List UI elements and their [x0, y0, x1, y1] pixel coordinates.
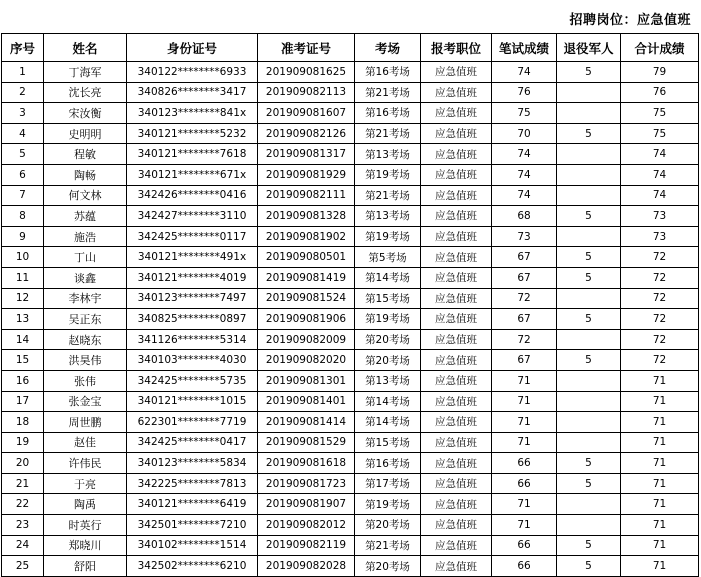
cell-id-number: 340121********491x: [127, 247, 258, 268]
cell-position: 应急值班: [421, 370, 492, 391]
cell-id-number: 340121********6419: [127, 494, 258, 515]
cell-total-score: 71: [621, 556, 699, 577]
table-body: [2, 62, 699, 577]
cell-ticket-number: 201909081902: [258, 226, 355, 247]
cell-venue: 第20考场: [355, 329, 421, 350]
cell-veteran: 5: [557, 473, 621, 494]
cell-written-score: 74: [492, 62, 557, 83]
cell-id-number: 340122********6933: [127, 62, 258, 83]
cell-id-number: 340121********4019: [127, 267, 258, 288]
cell-ticket-number: 201909082020: [258, 350, 355, 371]
cell-id-number: 342425********0417: [127, 432, 258, 453]
cell-veteran: 5: [557, 309, 621, 330]
cell-ticket-number: 201909081607: [258, 103, 355, 124]
cell-id-number: 340103********4030: [127, 350, 258, 371]
table-row: [2, 329, 699, 350]
cell-written-score: 72: [492, 329, 557, 350]
cell-ticket-number: 201909082119: [258, 535, 355, 556]
cell-veteran: [557, 329, 621, 350]
cell-position: 应急值班: [421, 473, 492, 494]
cell-venue: 第21考场: [355, 82, 421, 103]
cell-total-score: 73: [621, 226, 699, 247]
cell-veteran: 5: [557, 535, 621, 556]
cell-name: 谈鑫: [44, 267, 127, 288]
cell-written-score: 66: [492, 473, 557, 494]
cell-veteran: [557, 226, 621, 247]
table-row: [2, 62, 699, 83]
cell-written-score: 71: [492, 391, 557, 412]
cell-index: 25: [2, 556, 44, 577]
table-row: [2, 453, 699, 474]
cell-veteran: 5: [557, 62, 621, 83]
cell-id-number: 341126********5314: [127, 329, 258, 350]
cell-id-number: 340123********5834: [127, 453, 258, 474]
cell-venue: 第17考场: [355, 473, 421, 494]
cell-written-score: 71: [492, 494, 557, 515]
cell-veteran: [557, 164, 621, 185]
cell-ticket-number: 201909081929: [258, 164, 355, 185]
header-written-score: 笔试成绩: [492, 34, 557, 62]
cell-ticket-number: 201909081618: [258, 453, 355, 474]
cell-position: 应急值班: [421, 226, 492, 247]
cell-venue: 第14考场: [355, 391, 421, 412]
cell-written-score: 71: [492, 515, 557, 536]
cell-name: 张伟: [44, 370, 127, 391]
table-row: [2, 391, 699, 412]
cell-name: 程敏: [44, 144, 127, 165]
cell-index: 9: [2, 226, 44, 247]
cell-name: 何文林: [44, 185, 127, 206]
cell-total-score: 71: [621, 535, 699, 556]
cell-venue: 第19考场: [355, 226, 421, 247]
cell-venue: 第19考场: [355, 494, 421, 515]
table-row: [2, 164, 699, 185]
table-header: [2, 34, 699, 62]
cell-total-score: 72: [621, 288, 699, 309]
cell-name: 陶禹: [44, 494, 127, 515]
cell-position: 应急值班: [421, 515, 492, 536]
cell-index: 19: [2, 432, 44, 453]
cell-total-score: 71: [621, 494, 699, 515]
cell-index: 12: [2, 288, 44, 309]
header-veteran: 退役军人: [557, 34, 621, 62]
cell-ticket-number: 201909081401: [258, 391, 355, 412]
cell-id-number: 342425********0117: [127, 226, 258, 247]
table-row: [2, 267, 699, 288]
header-position: 报考职位: [421, 34, 492, 62]
cell-written-score: 74: [492, 185, 557, 206]
cell-id-number: 342501********7210: [127, 515, 258, 536]
cell-index: 7: [2, 185, 44, 206]
table-row: [2, 556, 699, 577]
cell-total-score: 72: [621, 329, 699, 350]
table-row: [2, 535, 699, 556]
cell-veteran: [557, 103, 621, 124]
cell-ticket-number: 201909081907: [258, 494, 355, 515]
cell-total-score: 74: [621, 144, 699, 165]
cell-total-score: 75: [621, 123, 699, 144]
cell-position: 应急值班: [421, 247, 492, 268]
table-row: [2, 309, 699, 330]
cell-position: 应急值班: [421, 309, 492, 330]
cell-position: 应急值班: [421, 164, 492, 185]
cell-total-score: 75: [621, 103, 699, 124]
cell-name: 赵佳: [44, 432, 127, 453]
cell-name: 舒阳: [44, 556, 127, 577]
cell-position: 应急值班: [421, 350, 492, 371]
cell-veteran: [557, 288, 621, 309]
cell-index: 6: [2, 164, 44, 185]
cell-position: 应急值班: [421, 185, 492, 206]
cell-id-number: 340826********3417: [127, 82, 258, 103]
cell-name: 郑晓川: [44, 535, 127, 556]
cell-veteran: [557, 82, 621, 103]
cell-index: 8: [2, 206, 44, 227]
cell-ticket-number: 201909081625: [258, 62, 355, 83]
cell-index: 10: [2, 247, 44, 268]
cell-total-score: 71: [621, 473, 699, 494]
cell-venue: 第13考场: [355, 144, 421, 165]
cell-total-score: 71: [621, 453, 699, 474]
cell-veteran: [557, 412, 621, 433]
cell-ticket-number: 201909081723: [258, 473, 355, 494]
cell-index: 16: [2, 370, 44, 391]
position-title: 招聘岗位：应急值班: [569, 13, 691, 28]
table-row: [2, 103, 699, 124]
cell-veteran: 5: [557, 247, 621, 268]
cell-id-number: 340123********841x: [127, 103, 258, 124]
table-row: [2, 473, 699, 494]
cell-venue: 第21考场: [355, 123, 421, 144]
cell-ticket-number: 201909081328: [258, 206, 355, 227]
cell-ticket-number: 201909082012: [258, 515, 355, 536]
cell-veteran: [557, 515, 621, 536]
header-row: [2, 34, 699, 62]
cell-total-score: 71: [621, 515, 699, 536]
cell-written-score: 74: [492, 164, 557, 185]
cell-ticket-number: 201909081906: [258, 309, 355, 330]
cell-venue: 第20考场: [355, 350, 421, 371]
cell-name: 沈长亮: [44, 82, 127, 103]
table-row: [2, 515, 699, 536]
cell-written-score: 71: [492, 412, 557, 433]
cell-position: 应急值班: [421, 391, 492, 412]
cell-index: 14: [2, 329, 44, 350]
cell-total-score: 76: [621, 82, 699, 103]
cell-index: 13: [2, 309, 44, 330]
cell-total-score: 79: [621, 62, 699, 83]
cell-veteran: [557, 185, 621, 206]
cell-venue: 第16考场: [355, 103, 421, 124]
cell-written-score: 67: [492, 350, 557, 371]
cell-id-number: 340825********0897: [127, 309, 258, 330]
cell-name: 施浩: [44, 226, 127, 247]
cell-ticket-number: 201909082028: [258, 556, 355, 577]
cell-position: 应急值班: [421, 82, 492, 103]
cell-written-score: 71: [492, 370, 557, 391]
cell-index: 4: [2, 123, 44, 144]
cell-name: 苏蕴: [44, 206, 127, 227]
cell-veteran: [557, 391, 621, 412]
cell-ticket-number: 201909081317: [258, 144, 355, 165]
cell-written-score: 67: [492, 309, 557, 330]
cell-name: 陶畅: [44, 164, 127, 185]
cell-venue: 第20考场: [355, 515, 421, 536]
cell-veteran: 5: [557, 453, 621, 474]
table-row: [2, 185, 699, 206]
cell-name: 许伟民: [44, 453, 127, 474]
cell-index: 20: [2, 453, 44, 474]
cell-name: 周世鹏: [44, 412, 127, 433]
table-row: [2, 206, 699, 227]
cell-veteran: 5: [557, 350, 621, 371]
cell-total-score: 72: [621, 350, 699, 371]
cell-ticket-number: 201909081529: [258, 432, 355, 453]
cell-name: 赵晓东: [44, 329, 127, 350]
cell-index: 5: [2, 144, 44, 165]
cell-id-number: 340123********7497: [127, 288, 258, 309]
cell-position: 应急值班: [421, 62, 492, 83]
cell-venue: 第16考场: [355, 62, 421, 83]
cell-ticket-number: 201909082111: [258, 185, 355, 206]
cell-veteran: 5: [557, 206, 621, 227]
cell-position: 应急值班: [421, 329, 492, 350]
cell-total-score: 72: [621, 267, 699, 288]
cell-venue: 第15考场: [355, 288, 421, 309]
header-index: 序号: [2, 34, 44, 62]
cell-position: 应急值班: [421, 123, 492, 144]
cell-venue: 第13考场: [355, 206, 421, 227]
cell-total-score: 71: [621, 432, 699, 453]
header-venue: 考场: [355, 34, 421, 62]
cell-written-score: 67: [492, 247, 557, 268]
cell-id-number: 342426********0416: [127, 185, 258, 206]
cell-total-score: 73: [621, 206, 699, 227]
cell-veteran: [557, 370, 621, 391]
table-row: [2, 494, 699, 515]
cell-venue: 第20考场: [355, 556, 421, 577]
cell-written-score: 72: [492, 288, 557, 309]
cell-name: 丁山: [44, 247, 127, 268]
cell-position: 应急值班: [421, 412, 492, 433]
table-row: [2, 288, 699, 309]
cell-name: 洪昊伟: [44, 350, 127, 371]
cell-name: 宋汝衡: [44, 103, 127, 124]
cell-name: 李林宇: [44, 288, 127, 309]
cell-written-score: 76: [492, 82, 557, 103]
cell-written-score: 66: [492, 535, 557, 556]
cell-index: 11: [2, 267, 44, 288]
cell-id-number: 342225********7813: [127, 473, 258, 494]
cell-ticket-number: 201909081419: [258, 267, 355, 288]
cell-ticket-number: 201909081414: [258, 412, 355, 433]
cell-venue: 第21考场: [355, 535, 421, 556]
cell-position: 应急值班: [421, 453, 492, 474]
header-total-score: 合计成绩: [621, 34, 699, 62]
cell-ticket-number: 201909081301: [258, 370, 355, 391]
cell-position: 应急值班: [421, 103, 492, 124]
cell-veteran: 5: [557, 267, 621, 288]
cell-venue: 第19考场: [355, 164, 421, 185]
cell-venue: 第21考场: [355, 185, 421, 206]
cell-written-score: 66: [492, 556, 557, 577]
cell-venue: 第13考场: [355, 370, 421, 391]
cell-index: 17: [2, 391, 44, 412]
cell-index: 21: [2, 473, 44, 494]
cell-id-number: 342425********5735: [127, 370, 258, 391]
cell-veteran: 5: [557, 123, 621, 144]
cell-index: 23: [2, 515, 44, 536]
table-row: [2, 370, 699, 391]
cell-index: 2: [2, 82, 44, 103]
cell-id-number: 342427********3110: [127, 206, 258, 227]
score-table: [1, 33, 699, 577]
cell-written-score: 74: [492, 144, 557, 165]
cell-id-number: 340121********5232: [127, 123, 258, 144]
cell-ticket-number: 201909080501: [258, 247, 355, 268]
cell-venue: 第16考场: [355, 453, 421, 474]
cell-total-score: 71: [621, 370, 699, 391]
cell-venue: 第5考场: [355, 247, 421, 268]
cell-veteran: [557, 144, 621, 165]
cell-veteran: 5: [557, 556, 621, 577]
table-row: [2, 412, 699, 433]
cell-position: 应急值班: [421, 535, 492, 556]
cell-index: 3: [2, 103, 44, 124]
cell-venue: 第14考场: [355, 267, 421, 288]
cell-written-score: 70: [492, 123, 557, 144]
table-row: [2, 432, 699, 453]
header-name: 姓名: [44, 34, 127, 62]
cell-total-score: 71: [621, 412, 699, 433]
cell-name: 史明明: [44, 123, 127, 144]
cell-position: 应急值班: [421, 206, 492, 227]
table-row: [2, 123, 699, 144]
table-row: [2, 350, 699, 371]
cell-total-score: 72: [621, 247, 699, 268]
cell-total-score: 74: [621, 185, 699, 206]
cell-id-number: 340121********671x: [127, 164, 258, 185]
cell-total-score: 71: [621, 391, 699, 412]
cell-index: 15: [2, 350, 44, 371]
cell-position: 应急值班: [421, 267, 492, 288]
cell-total-score: 72: [621, 309, 699, 330]
cell-id-number: 342502********6210: [127, 556, 258, 577]
cell-total-score: 74: [621, 164, 699, 185]
cell-id-number: 622301********7719: [127, 412, 258, 433]
cell-index: 22: [2, 494, 44, 515]
header-ticket-number: 准考证号: [258, 34, 355, 62]
cell-name: 吴正东: [44, 309, 127, 330]
table-row: [2, 226, 699, 247]
header-id-number: 身份证号: [127, 34, 258, 62]
cell-written-score: 68: [492, 206, 557, 227]
cell-name: 于亮: [44, 473, 127, 494]
cell-position: 应急值班: [421, 494, 492, 515]
cell-written-score: 73: [492, 226, 557, 247]
table-row: [2, 144, 699, 165]
cell-written-score: 66: [492, 453, 557, 474]
cell-ticket-number: 201909082126: [258, 123, 355, 144]
cell-id-number: 340121********1015: [127, 391, 258, 412]
cell-venue: 第19考场: [355, 309, 421, 330]
cell-position: 应急值班: [421, 288, 492, 309]
cell-position: 应急值班: [421, 144, 492, 165]
cell-position: 应急值班: [421, 556, 492, 577]
cell-written-score: 75: [492, 103, 557, 124]
cell-venue: 第14考场: [355, 412, 421, 433]
cell-ticket-number: 201909082113: [258, 82, 355, 103]
table-row: [2, 247, 699, 268]
cell-name: 时英行: [44, 515, 127, 536]
cell-ticket-number: 201909082009: [258, 329, 355, 350]
cell-index: 1: [2, 62, 44, 83]
cell-veteran: [557, 432, 621, 453]
cell-position: 应急值班: [421, 432, 492, 453]
cell-name: 张金宝: [44, 391, 127, 412]
cell-written-score: 67: [492, 267, 557, 288]
table-row: [2, 82, 699, 103]
cell-index: 18: [2, 412, 44, 433]
cell-id-number: 340102********1514: [127, 535, 258, 556]
cell-veteran: [557, 494, 621, 515]
cell-venue: 第15考场: [355, 432, 421, 453]
cell-written-score: 71: [492, 432, 557, 453]
cell-id-number: 340121********7618: [127, 144, 258, 165]
cell-ticket-number: 201909081524: [258, 288, 355, 309]
cell-index: 24: [2, 535, 44, 556]
cell-name: 丁海军: [44, 62, 127, 83]
